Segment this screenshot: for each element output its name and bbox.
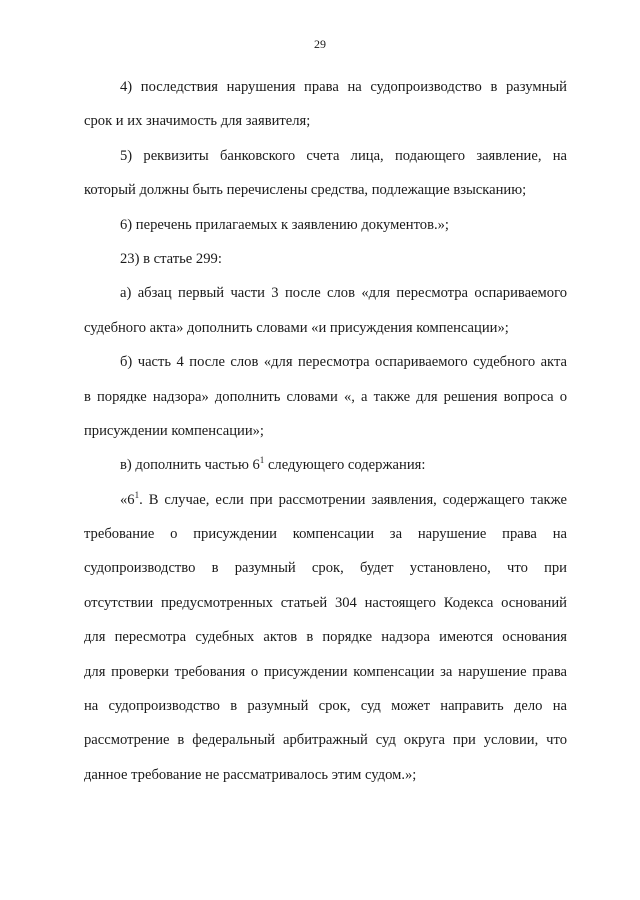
document-body: [84, 70, 567, 792]
text-line: для пересмотра судебных актов в порядке надзора имеются основания: [84, 629, 567, 646]
text-line: рассмотрение в федеральный арбитражный суд округа при условии, что: [84, 732, 567, 749]
text-segment: . В случае, если при рассмотрении заявления, содержащего также: [139, 491, 567, 508]
text-line: данное требование не рассматривалось этим судом.»;: [84, 766, 417, 783]
text-line: б) часть 4 после слов «для пересмотра оспариваемого судебного акта: [120, 354, 567, 371]
text-segment: следующего содержания:: [264, 457, 426, 474]
text-line: судебного акта» дополнить словами «и присуждения компенсации»;: [84, 319, 509, 336]
text-line: отсутствии предусмотренных статьей 304 настоящего Кодекса оснований: [84, 594, 567, 611]
text-line: в порядке надзора» дополнить словами «, а также для решения вопроса о: [84, 388, 567, 405]
text-line: для проверки требования о присуждении компенсации за нарушение права: [84, 663, 567, 680]
text-line: [84, 448, 567, 482]
text-segment: в) дополнить частью 6: [120, 457, 260, 474]
superscript: 1: [259, 455, 265, 466]
text-line: а) абзац первый части 3 после слов «для пересмотра оспариваемого: [120, 285, 567, 302]
text-line: 23) в статье 299:: [120, 250, 222, 267]
text-line: судопроизводство в разумный срок, будет установлено, что при: [84, 560, 567, 577]
superscript: 1: [134, 489, 140, 500]
text-line: 6) перечень прилагаемых к заявлению документов.»;: [120, 216, 449, 233]
text-line: требование о присуждении компенсации за нарушение права на: [84, 526, 567, 543]
text-line: 5) реквизиты банковского счета лица, подающего заявление, на: [120, 147, 567, 164]
text-line: который должны быть перечислены средства, подлежащие взысканию;: [84, 182, 527, 199]
text-line: срок и их значимость для заявителя;: [84, 113, 311, 130]
text-segment: «6: [120, 491, 135, 508]
text-line: присуждении компенсации»;: [84, 422, 264, 439]
text-line: [84, 483, 567, 517]
text-line: 4) последствия нарушения права на судопроизводство в разумный: [120, 79, 567, 95]
page-number: 29: [314, 37, 326, 51]
text-line: на судопроизводство в разумный срок, суд может направить дело на: [84, 698, 567, 715]
